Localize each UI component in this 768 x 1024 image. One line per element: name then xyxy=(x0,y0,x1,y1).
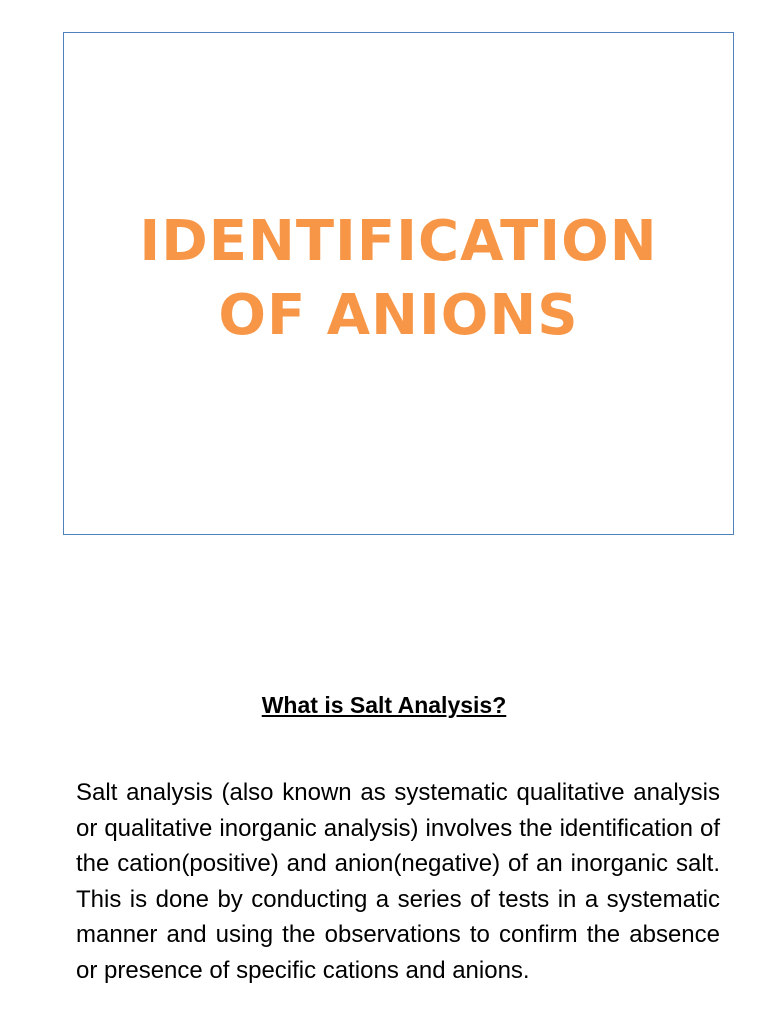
title-line-2: OF ANIONS xyxy=(218,282,579,348)
title-slide-box xyxy=(63,32,734,535)
page-title xyxy=(139,205,657,353)
section-heading: What is Salt Analysis? xyxy=(261,692,507,718)
body-paragraph: Salt analysis (also known as systematic qualitative analysis or qualitative inorganic analysis) involves the identification of the cation(positive) and anion(negative) of an inorganic salt. This is done by conducting a series of tests in a systematic manner and using the observations to confirm the absence or presence of specific cations and anions. xyxy=(76,779,720,984)
title-line-1: IDENTIFICATION xyxy=(139,208,658,274)
